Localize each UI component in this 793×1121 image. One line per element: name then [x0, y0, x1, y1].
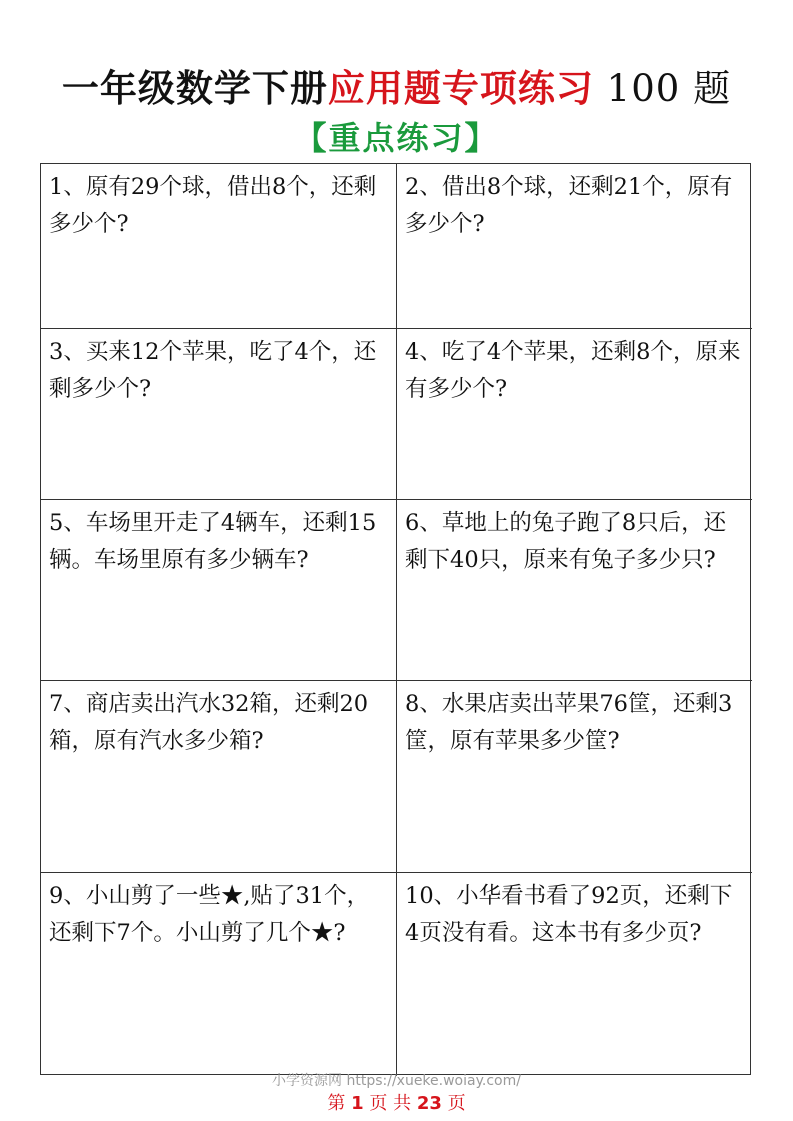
title-topic: 应用题专项练习: [327, 66, 594, 110]
question-cell-7: 7、商店卖出汽水32箱，还剩20箱，原有汽水多少箱?: [41, 681, 397, 873]
question-cell-10: 10、小华看书看了92页，还剩下4页没有看。这本书有多少页?: [405, 883, 733, 946]
question-cell-2: 2、借出8个球，还剩21个，原有多少个?: [397, 164, 752, 329]
page-total: 23: [416, 1093, 442, 1114]
question-cell-1: 1、原有29个球，借出8个，还剩多少个?: [41, 164, 397, 329]
title-grade: 一年级数学下册: [61, 66, 328, 110]
page-prefix: 第: [327, 1093, 346, 1114]
question-cell-8: 8、水果店卖出苹果76筐，还剩3筐，原有苹果多少筐?: [397, 681, 752, 873]
page-number: [0, 1089, 793, 1115]
page-current: 1: [351, 1093, 364, 1114]
question-cell-4: 4、吃了4个苹果，还剩8个，原来有多少个?: [397, 329, 752, 500]
question-cell-5: 5、车场里开走了4辆车，还剩15辆。车场里原有多少辆车?: [41, 500, 397, 681]
question-grid: [40, 163, 751, 1075]
page-middle: 页 共: [369, 1093, 412, 1114]
page-suffix: 页: [447, 1093, 466, 1114]
title-count: 100 题: [593, 67, 732, 110]
page-subtitle: 【重点练习】: [294, 119, 499, 157]
question-cell-6: 6、草地上的兔子跑了8只后，还剩下40只，原来有兔子多少只?: [397, 500, 752, 681]
question-cell-3: 3、买来12个苹果，吃了4个，还剩多少个?: [41, 329, 397, 500]
page-title: [0, 58, 793, 112]
question-cell-9: 9、小山剪了一些★,贴了31个，还剩下7个。小山剪了几个★?: [41, 873, 397, 1076]
source-url: 小学资源网 https://xueke.woiay.com/: [272, 1073, 521, 1089]
